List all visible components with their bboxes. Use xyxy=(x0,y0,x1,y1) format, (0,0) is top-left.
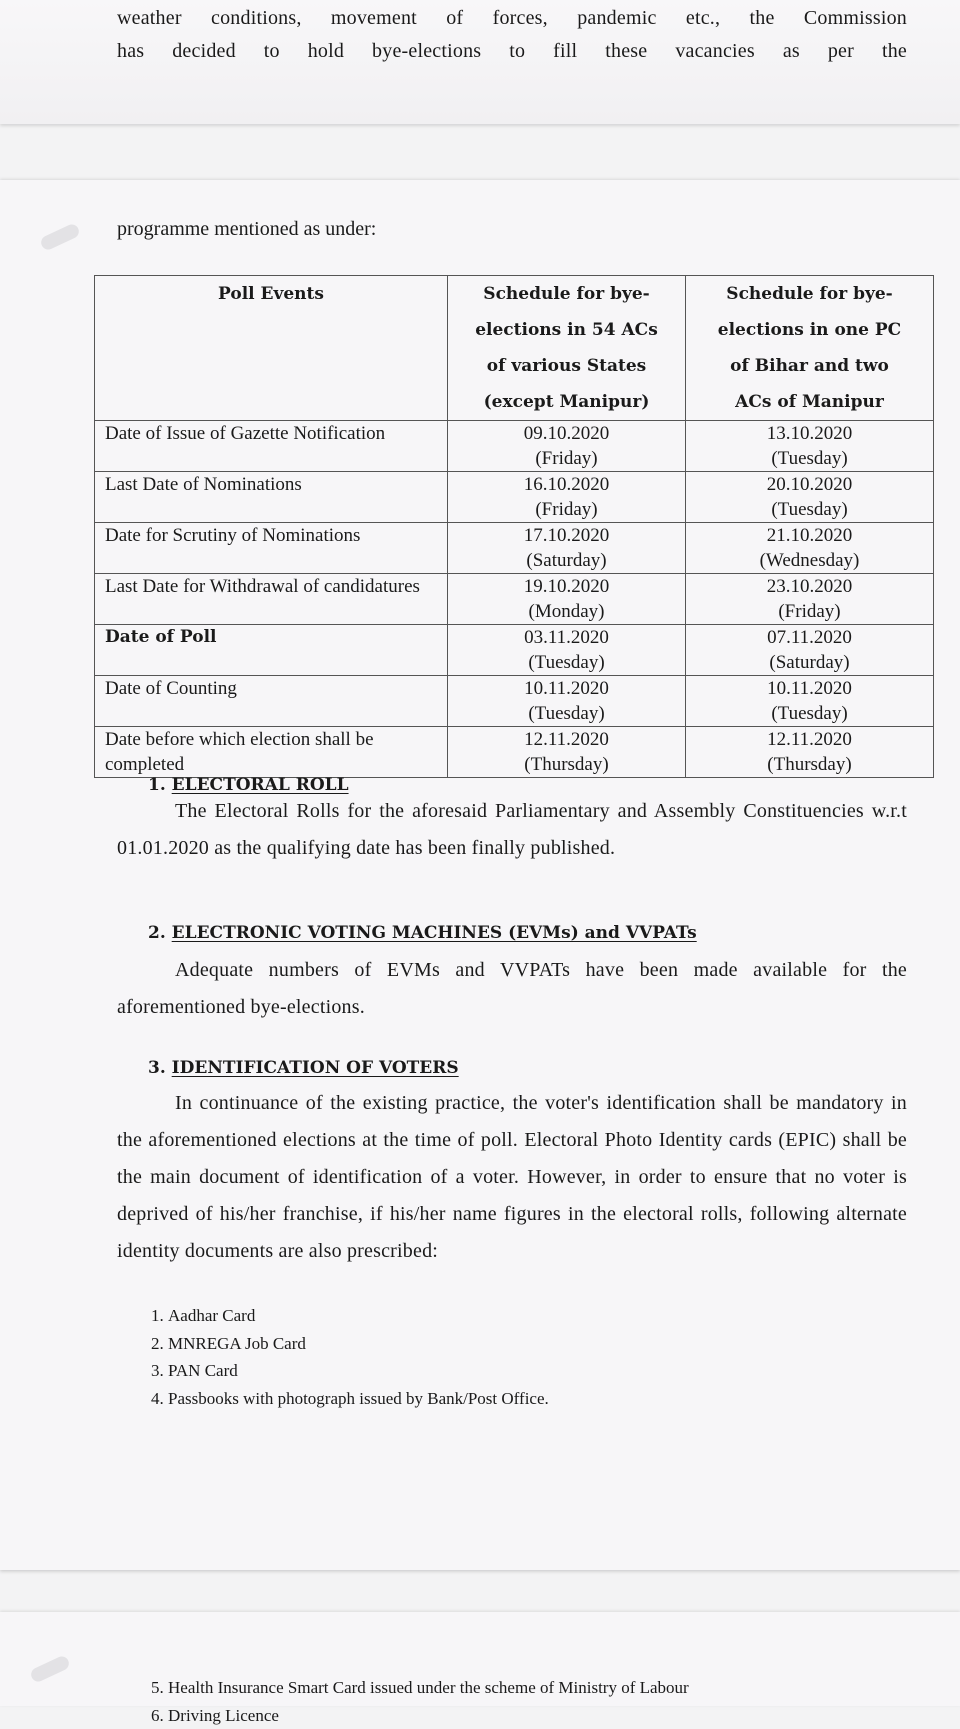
list-item: 6. Driving Licence xyxy=(168,1702,689,1729)
date-value: 12.11.2020 xyxy=(692,727,927,752)
date-value: 16.10.2020 xyxy=(454,472,679,497)
header-text: of various States xyxy=(454,348,679,384)
date-value: 20.10.2020 xyxy=(692,472,927,497)
header-text: Schedule for bye- xyxy=(454,276,679,312)
day-value: (Tuesday) xyxy=(454,650,679,675)
section-number: 3. xyxy=(148,1058,166,1078)
row-event: Date of Issue of Gazette Notification xyxy=(95,421,448,472)
header-text: Schedule for bye- xyxy=(692,276,927,312)
table-row xyxy=(95,421,934,472)
day-value: (Saturday) xyxy=(454,548,679,573)
scan-smudge xyxy=(29,1654,71,1684)
table-row xyxy=(95,625,934,676)
list-item: 1. Aadhar Card xyxy=(168,1302,549,1330)
header-text: elections in 54 ACs xyxy=(454,312,679,348)
day-value: (Thursday) xyxy=(454,752,679,777)
row-date-col1 xyxy=(448,676,686,727)
date-value: 19.10.2020 xyxy=(454,574,679,599)
header-text: (except Manipur) xyxy=(454,384,679,420)
list-item: 2. MNREGA Job Card xyxy=(168,1330,549,1358)
header-text: of Bihar and two xyxy=(692,348,927,384)
table-row xyxy=(95,727,934,778)
table-row xyxy=(95,523,934,574)
section-1-body xyxy=(117,793,907,867)
section-3-heading xyxy=(148,1058,459,1078)
date-value: 03.11.2020 xyxy=(454,625,679,650)
day-value: (Tuesday) xyxy=(692,446,927,471)
header-text: Poll Events xyxy=(101,276,441,312)
document-page-2 xyxy=(0,180,960,1570)
section-number: 1. xyxy=(148,775,166,795)
row-date-col2 xyxy=(686,676,934,727)
day-value: (Friday) xyxy=(454,497,679,522)
row-event: Date for Scrutiny of Nominations xyxy=(95,523,448,574)
section-title: ELECTRONIC VOTING MACHINES (EVMs) and VVPATs xyxy=(172,923,697,943)
table-row xyxy=(95,472,934,523)
alternate-id-documents-list-continued xyxy=(130,1674,689,1729)
programme-lead-text: programme mentioned as under: xyxy=(117,218,376,241)
day-value: (Tuesday) xyxy=(454,701,679,726)
date-value: 10.11.2020 xyxy=(454,676,679,701)
row-date-col2 xyxy=(686,523,934,574)
date-value: 21.10.2020 xyxy=(692,523,927,548)
list-item: 3. PAN Card xyxy=(168,1357,549,1385)
date-value: 13.10.2020 xyxy=(692,421,927,446)
section-number: 2. xyxy=(148,923,166,943)
date-value: 12.11.2020 xyxy=(454,727,679,752)
row-date-col1 xyxy=(448,727,686,778)
day-value: (Wednesday) xyxy=(692,548,927,573)
section-3-body xyxy=(117,1085,907,1270)
alternate-id-documents-list xyxy=(130,1302,549,1412)
row-date-col1 xyxy=(448,472,686,523)
page1-line-2: has decided to hold bye-elections to fill these vacancies as per the xyxy=(117,33,907,70)
header-poll-events xyxy=(95,276,448,421)
section-title: ELECTORAL ROLL xyxy=(172,775,349,795)
day-value: (Friday) xyxy=(692,599,927,624)
row-date-col2 xyxy=(686,574,934,625)
document-page-1 xyxy=(0,0,960,124)
section-1-heading xyxy=(148,775,349,795)
bye-election-schedule-table xyxy=(94,275,934,778)
row-date-col1 xyxy=(448,625,686,676)
header-schedule-bihar-manipur xyxy=(686,276,934,421)
section-title: IDENTIFICATION OF VOTERS xyxy=(172,1058,459,1078)
day-value: (Thursday) xyxy=(692,752,927,777)
row-date-col1 xyxy=(448,523,686,574)
table-row xyxy=(95,574,934,625)
section-2-body xyxy=(117,952,907,1026)
table-row xyxy=(95,676,934,727)
date-value: 07.11.2020 xyxy=(692,625,927,650)
row-date-col2 xyxy=(686,625,934,676)
row-date-col2 xyxy=(686,472,934,523)
row-event: Date before which election shall be completed xyxy=(95,727,448,778)
list-item: 5. Health Insurance Smart Card issued under the scheme of Ministry of Labour xyxy=(168,1674,689,1702)
scan-smudge xyxy=(39,222,81,252)
list-item: 4. Passbooks with photograph issued by Bank/Post Office. xyxy=(168,1385,549,1413)
row-date-col1 xyxy=(448,574,686,625)
day-value: (Monday) xyxy=(454,599,679,624)
row-date-col2 xyxy=(686,727,934,778)
day-value: (Friday) xyxy=(454,446,679,471)
header-schedule-54-acs xyxy=(448,276,686,421)
day-value: (Saturday) xyxy=(692,650,927,675)
row-event: Date of Poll xyxy=(95,625,448,676)
row-date-col1 xyxy=(448,421,686,472)
date-value: 10.11.2020 xyxy=(692,676,927,701)
date-value: 17.10.2020 xyxy=(454,523,679,548)
section-text: The Electoral Rolls for the aforesaid Parliamentary and Assembly Constituencies w.r.t 01.01.2020 as the qualifying date has been finally published. xyxy=(117,800,907,859)
row-event: Last Date for Withdrawal of candidatures xyxy=(95,574,448,625)
section-2-heading xyxy=(148,923,697,943)
table-header-row xyxy=(95,276,934,421)
row-date-col2 xyxy=(686,421,934,472)
date-value: 23.10.2020 xyxy=(692,574,927,599)
section-text: In continuance of the existing practice, the voter's identification shall be mandatory in the aforementioned elections at the time of poll. Electoral Photo Identity cards (EPIC) shall be the main document of identification of a voter. However, in order to ensure that no voter is deprived of his/her franchise, if his/her name figures in the electoral rolls, following alternate identity documents are also prescribed: xyxy=(117,1092,907,1262)
header-text: ACs of Manipur xyxy=(692,384,927,420)
row-event: Last Date of Nominations xyxy=(95,472,448,523)
date-value: 09.10.2020 xyxy=(454,421,679,446)
document-page-3 xyxy=(0,1612,960,1706)
section-text: Adequate numbers of EVMs and VVPATs have been made available for the aforementioned bye-elections. xyxy=(117,959,907,1018)
row-event: Date of Counting xyxy=(95,676,448,727)
header-text: elections in one PC xyxy=(692,312,927,348)
page1-line-1: weather conditions, movement of forces, pandemic etc., the Commission xyxy=(117,0,907,37)
day-value: (Tuesday) xyxy=(692,701,927,726)
day-value: (Tuesday) xyxy=(692,497,927,522)
